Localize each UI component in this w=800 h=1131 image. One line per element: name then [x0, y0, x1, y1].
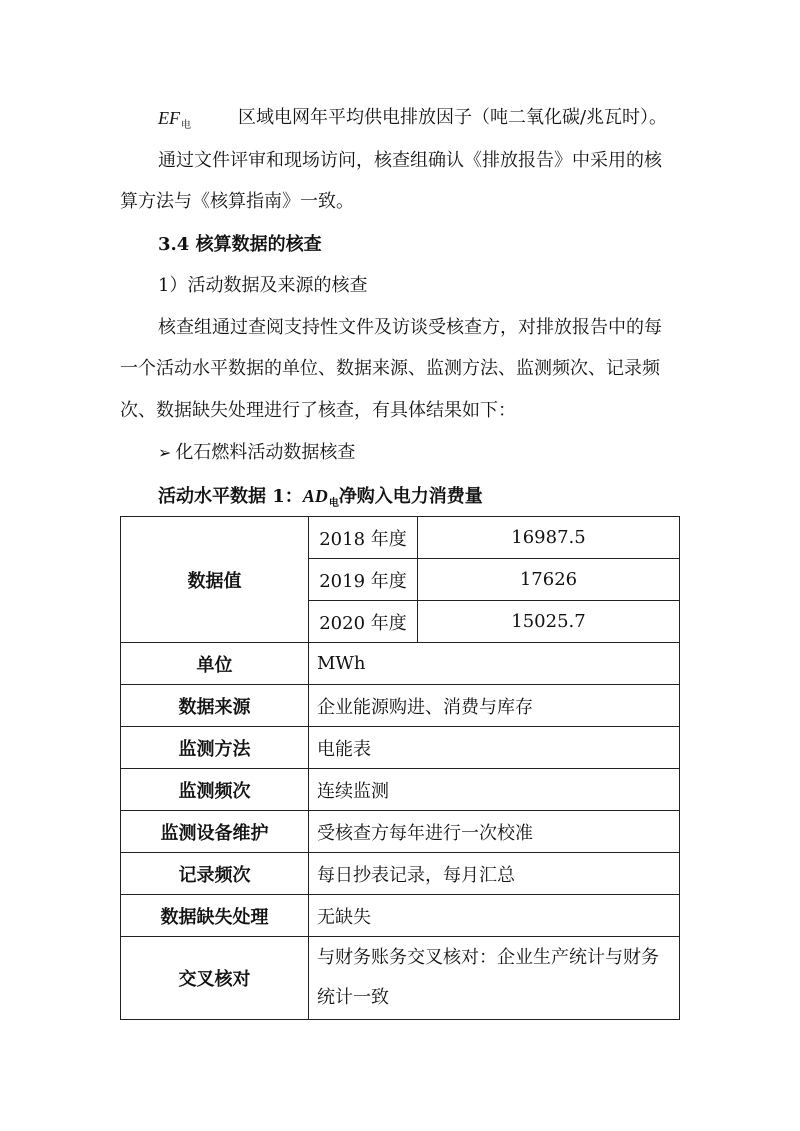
paragraph-1-line-2: 算方法与《核算指南》一致。 [120, 191, 354, 212]
paragraph-2-line-1: 核查组通过查阅支持性文件及访谈受核查方，对排放报告中的每 [158, 317, 662, 338]
row-label-monitoring-method: 监测方法 [121, 727, 309, 769]
ef-description: 区域电网年平均供电排放因子（吨二氧化碳/兆瓦时）。 [238, 107, 668, 128]
paragraph-2-line-2: 一个活动水平数据的单位、数据来源、监测方法、监测频次、记录频 [120, 358, 660, 379]
row-label-missing-data: 数据缺失处理 [121, 895, 309, 937]
table-caption-subscript: 电 [328, 498, 339, 509]
cross-check-line-1: 与财务账务交叉核对：企业生产统计与财务 [317, 947, 659, 968]
row-value-missing-data: 无缺失 [309, 895, 680, 937]
table-row [121, 517, 680, 559]
table-row [121, 895, 680, 937]
table-caption-prefix: 活动水平数据 1： [158, 486, 303, 507]
table-row [121, 643, 680, 685]
table-row [121, 937, 680, 1020]
year-value-cell: 15025.7 [418, 601, 680, 643]
row-label-monitoring-frequency: 监测频次 [121, 769, 309, 811]
activity-data-table [120, 516, 680, 1020]
row-value-data-source: 企业能源购进、消费与库存 [309, 685, 680, 727]
year-value-cell: 16987.5 [418, 517, 680, 559]
table-row [121, 685, 680, 727]
year-cell: 2019 年度 [309, 559, 418, 601]
subsection-heading: 1）活动数据及来源的核查 [158, 275, 368, 296]
bullet-item [158, 441, 355, 465]
arrow-bullet-icon: ➢ [158, 443, 172, 462]
row-value-recording-frequency: 每日抄表记录，每月汇总 [309, 853, 680, 895]
ef-subscript: 电 [181, 120, 191, 131]
table-caption-symbol: AD [302, 486, 328, 506]
row-value-equipment-maintenance: 受核查方每年进行一次校准 [309, 811, 680, 853]
bullet-text: 化石燃料活动数据核查 [175, 442, 356, 463]
table-row [121, 811, 680, 853]
table-row [121, 853, 680, 895]
ef-symbol: EF [158, 108, 180, 128]
row-label-recording-frequency: 记录频次 [121, 853, 309, 895]
table-caption-suffix: 净购入电力消费量 [338, 486, 483, 507]
cross-check-line-2: 统计一致 [317, 987, 389, 1008]
year-value-cell: 17626 [418, 559, 680, 601]
row-value-cross-check [309, 937, 680, 1020]
table-caption [158, 484, 483, 516]
row-value-unit: MWh [309, 643, 680, 685]
section-heading: 3.4 核算数据的核查 [158, 234, 322, 255]
paragraph-2-line-3: 次、数据缺失处理进行了核查，有具体结果如下： [120, 400, 516, 421]
row-label-cross-check: 交叉核对 [121, 937, 309, 1020]
ef-definition [158, 106, 668, 138]
row-value-monitoring-method: 电能表 [309, 727, 680, 769]
row-label-data-source: 数据来源 [121, 685, 309, 727]
value-label-cell: 数据值 [121, 517, 309, 643]
table-row [121, 727, 680, 769]
paragraph-1-line-1: 通过文件评审和现场访问，核查组确认《排放报告》中采用的核 [158, 150, 662, 171]
table-row [121, 769, 680, 811]
year-cell: 2020 年度 [309, 601, 418, 643]
year-cell: 2018 年度 [309, 517, 418, 559]
row-value-monitoring-frequency: 连续监测 [309, 769, 680, 811]
row-label-equipment-maintenance: 监测设备维护 [121, 811, 309, 853]
row-label-unit: 单位 [121, 643, 309, 685]
